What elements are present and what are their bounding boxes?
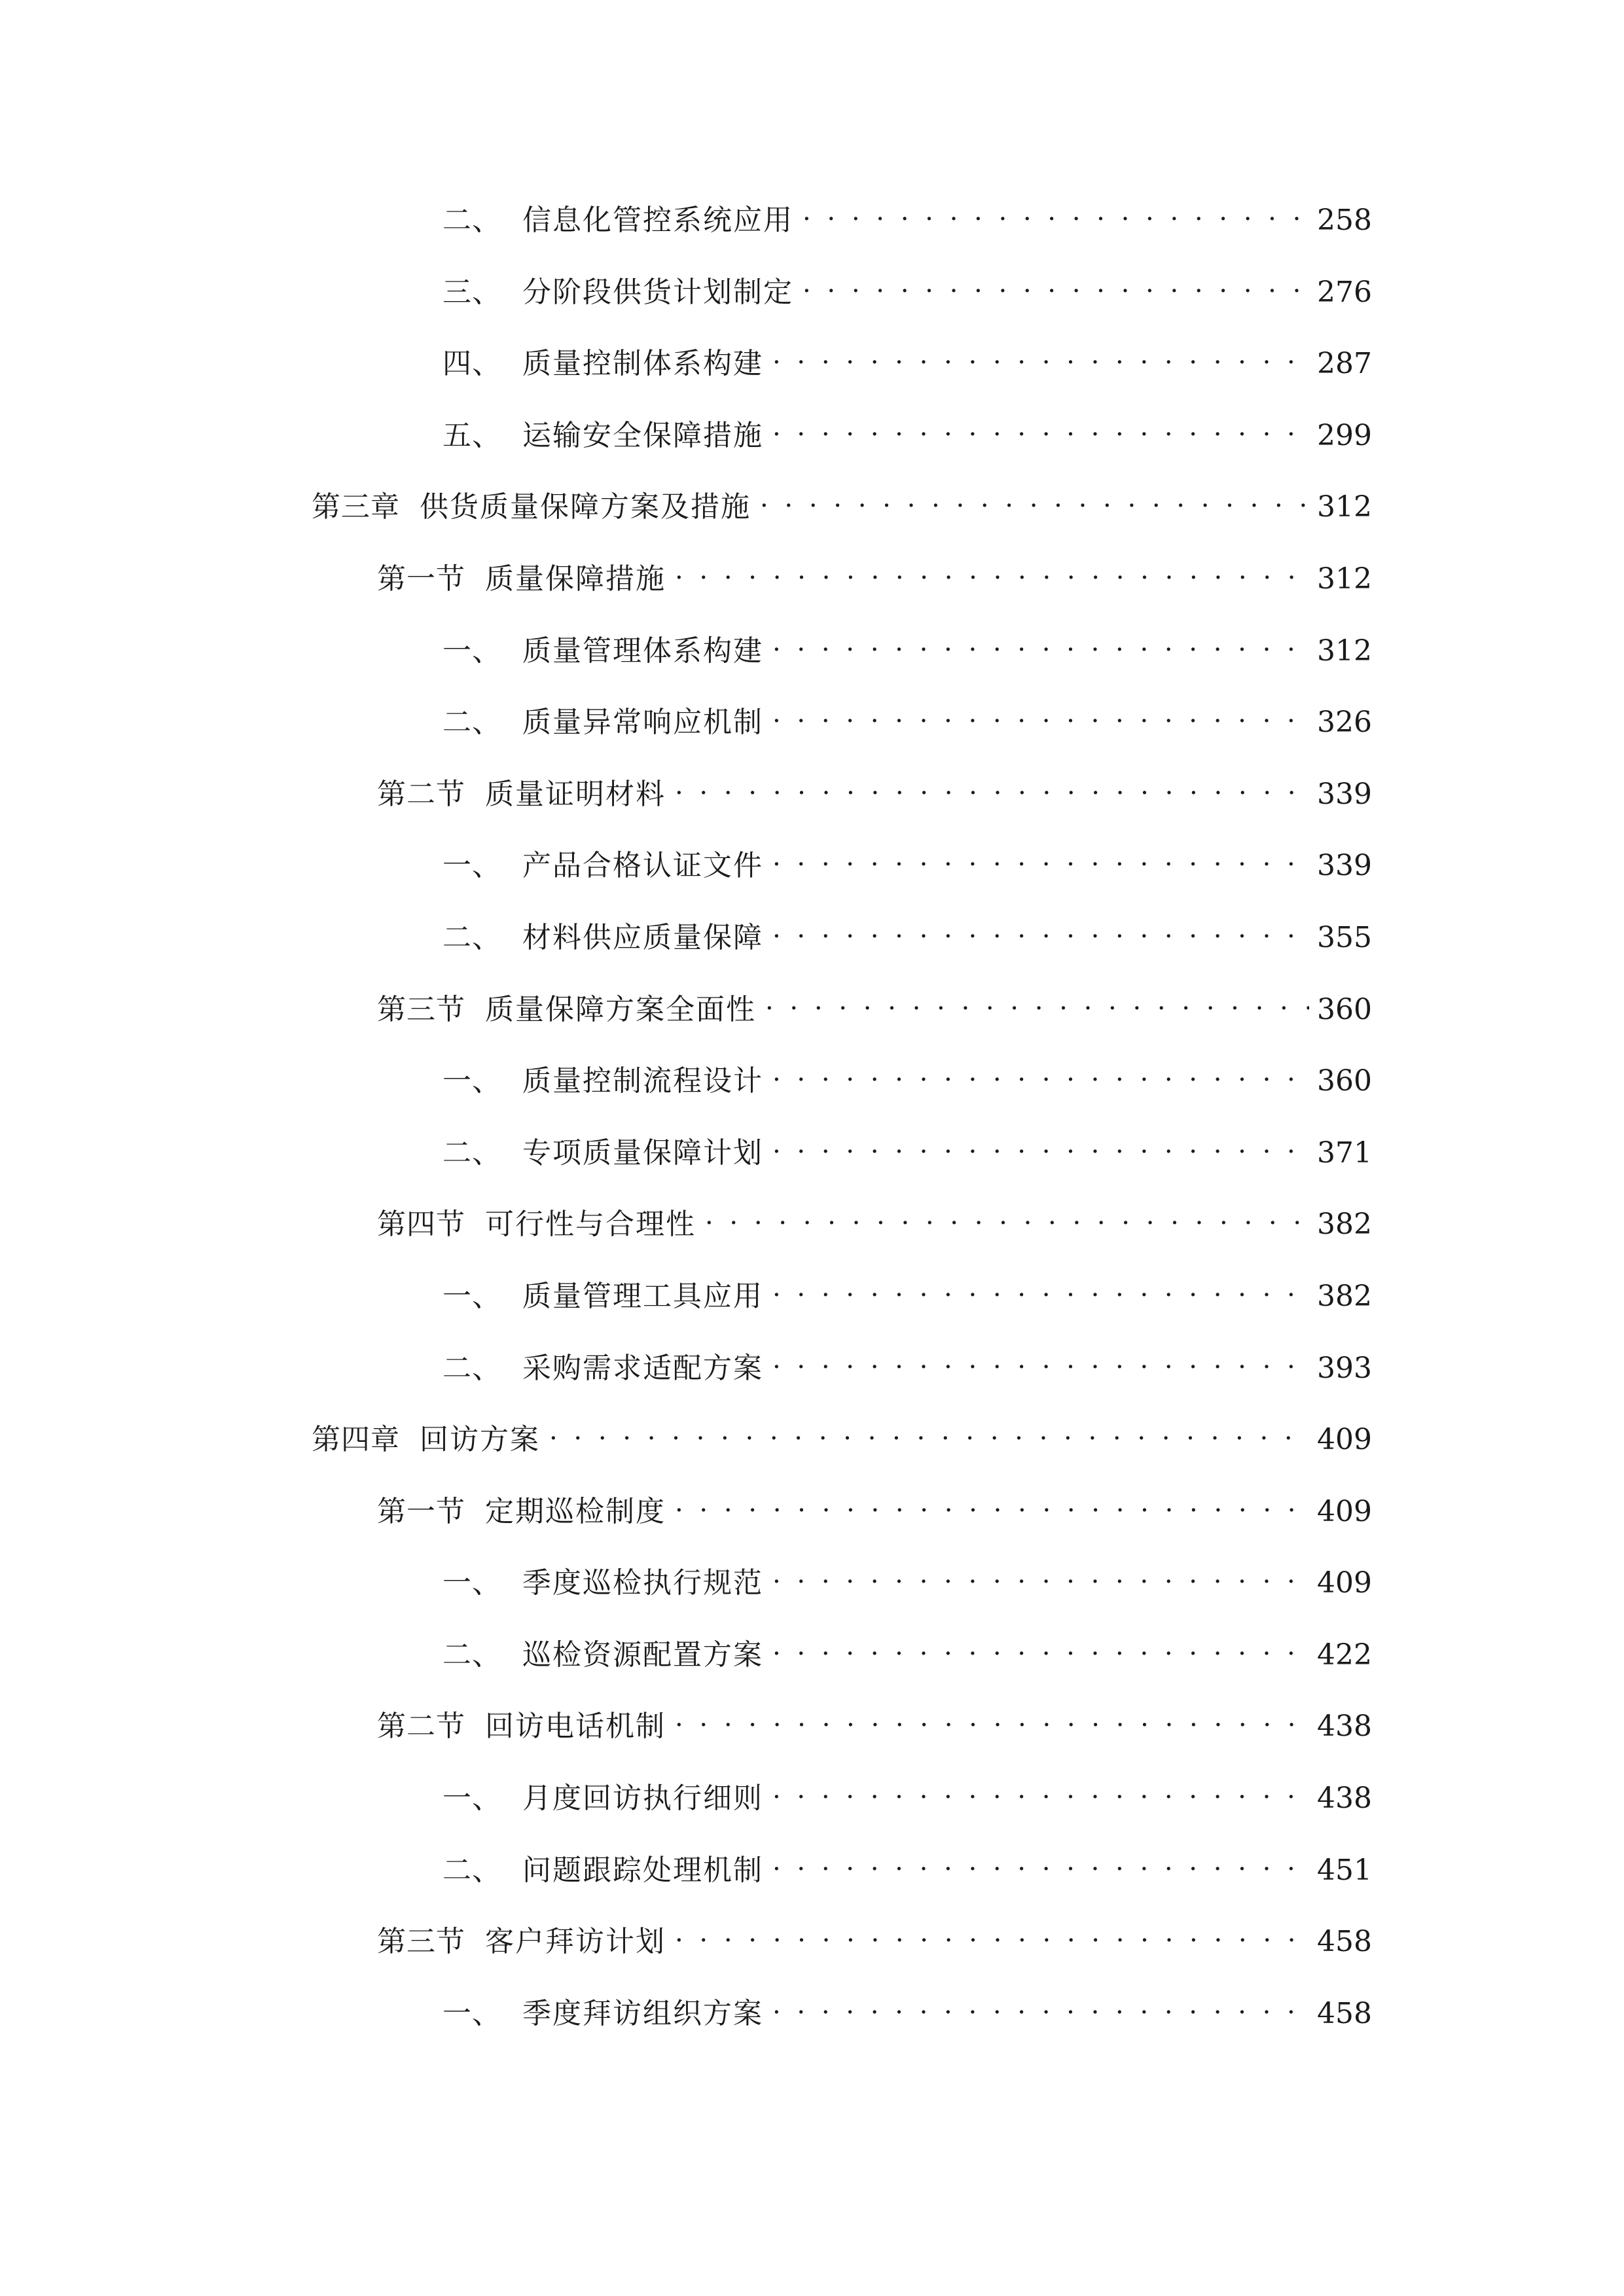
toc-entry-page-number: 299 xyxy=(1317,418,1372,452)
dot-leader xyxy=(803,193,1309,230)
toc-entry-page-number: 312 xyxy=(1317,562,1372,596)
toc-entry-number: 二、 xyxy=(442,706,501,740)
toc-entry-page-number: 438 xyxy=(1317,1710,1372,1744)
toc-entry-title: 季度巡检执行规范 xyxy=(522,1566,763,1600)
toc-entry-line xyxy=(442,1556,1372,1602)
toc-entry[interactable] xyxy=(0,1475,1624,1547)
toc-entry[interactable] xyxy=(0,1619,1624,1691)
toc-entry-page-number: 409 xyxy=(1317,1423,1372,1457)
toc-entry-line xyxy=(442,910,1372,956)
toc-entry-title: 材料供应质量保障 xyxy=(522,920,763,954)
dot-leader xyxy=(549,1412,1309,1449)
toc-entry-page-number: 393 xyxy=(1317,1351,1372,1385)
toc-entry-page-number: 382 xyxy=(1317,1279,1372,1313)
toc-entry-page-number: 360 xyxy=(1317,1064,1372,1098)
toc-entry[interactable] xyxy=(0,399,1624,471)
toc-entry-page-number: 422 xyxy=(1317,1638,1372,1672)
toc-entry[interactable] xyxy=(0,1117,1624,1189)
toc-entry-line xyxy=(442,695,1372,741)
toc-entry-title: 采购需求适配方案 xyxy=(522,1351,763,1385)
toc-entry-title: 运输安全保障措施 xyxy=(522,418,763,452)
toc-entry-line xyxy=(442,265,1372,311)
toc-entry-number: 一、 xyxy=(442,1782,501,1816)
dot-leader xyxy=(772,408,1309,445)
toc-entry-number: 第一节 xyxy=(377,1494,465,1528)
toc-entry-number: 第二节 xyxy=(377,777,465,811)
toc-entry-line xyxy=(442,1269,1372,1315)
toc-entry[interactable] xyxy=(0,1690,1624,1762)
toc-entry-page-number: 458 xyxy=(1317,1996,1372,2030)
toc-entry[interactable] xyxy=(0,327,1624,399)
toc-entry-line xyxy=(377,982,1372,1028)
toc-entry-number: 一、 xyxy=(442,1279,501,1313)
toc-entry-line xyxy=(442,624,1372,670)
toc-entry-title: 质量管理体系构建 xyxy=(522,634,763,668)
toc-entry-number: 一、 xyxy=(442,849,501,883)
toc-entry-number: 四、 xyxy=(442,347,501,381)
dot-leader xyxy=(675,1914,1309,1951)
toc-entry-line xyxy=(442,193,1372,239)
toc-entry-page-number: 258 xyxy=(1317,204,1372,237)
toc-entry[interactable] xyxy=(0,1977,1624,2049)
toc-entry[interactable] xyxy=(0,1403,1624,1475)
dot-leader xyxy=(772,695,1309,732)
dot-leader xyxy=(772,1628,1309,1664)
dot-leader xyxy=(772,910,1309,947)
toc-entry[interactable] xyxy=(0,829,1624,901)
toc-entry-page-number: 339 xyxy=(1317,777,1372,811)
toc-entry[interactable] xyxy=(0,1332,1624,1404)
toc-entry-title: 信息化管控系统应用 xyxy=(522,204,793,237)
toc-entry[interactable] xyxy=(0,973,1624,1045)
toc-entry-page-number: 312 xyxy=(1317,490,1372,524)
dot-leader xyxy=(772,1341,1309,1378)
toc-entry-line xyxy=(377,1914,1372,1960)
toc-entry-page-number: 326 xyxy=(1317,706,1372,740)
toc-entry-number: 二、 xyxy=(442,1136,501,1170)
toc-entry-page-number: 360 xyxy=(1317,992,1372,1026)
toc-entry-line xyxy=(442,1771,1372,1817)
toc-entry-line xyxy=(312,1412,1372,1458)
dot-leader xyxy=(772,1843,1309,1880)
toc-entry-page-number: 458 xyxy=(1317,1925,1372,1959)
toc-entry-line xyxy=(442,1628,1372,1674)
toc-entry-number: 二、 xyxy=(442,204,501,237)
toc-entry-page-number: 355 xyxy=(1317,920,1372,954)
toc-entry-line xyxy=(442,1843,1372,1889)
toc-entry-number: 一、 xyxy=(442,1566,501,1600)
toc-entry-title: 分阶段供货计划制定 xyxy=(522,275,793,309)
toc-entry-page-number: 382 xyxy=(1317,1208,1372,1242)
toc-entry-line xyxy=(377,767,1372,813)
toc-entry-number: 二、 xyxy=(442,1638,501,1672)
toc-entry-title: 供货质量保障方案及措施 xyxy=(420,490,751,524)
toc-entry-title: 质量保障措施 xyxy=(485,562,666,596)
toc-entry-page-number: 312 xyxy=(1317,634,1372,668)
toc-entry-number: 一、 xyxy=(442,634,501,668)
toc-entry-title: 质量控制体系构建 xyxy=(522,347,763,381)
toc-entry[interactable] xyxy=(0,758,1624,830)
toc-entry-title: 回访电话机制 xyxy=(485,1710,666,1744)
toc-entry[interactable] xyxy=(0,1834,1624,1906)
toc-entry-page-number: 371 xyxy=(1317,1136,1372,1170)
dot-leader xyxy=(772,336,1309,373)
toc-entry-line xyxy=(442,1986,1372,2032)
toc-entry-title: 回访方案 xyxy=(420,1423,540,1457)
toc-entry-number: 第四章 xyxy=(312,1423,400,1457)
toc-entry-page-number: 438 xyxy=(1317,1782,1372,1816)
dot-leader xyxy=(772,624,1309,660)
toc-entry-page-number: 451 xyxy=(1317,1853,1372,1887)
dot-leader xyxy=(675,552,1309,588)
toc-entry-title: 质量异常响应机制 xyxy=(522,706,763,740)
toc-entry-page-number: 287 xyxy=(1317,347,1372,381)
toc-entry[interactable] xyxy=(0,256,1624,328)
toc-entry-title: 质量证明材料 xyxy=(485,777,666,811)
dot-leader xyxy=(675,1699,1309,1736)
toc-entry-title: 质量管理工具应用 xyxy=(522,1279,763,1313)
toc-entry-title: 产品合格认证文件 xyxy=(522,849,763,883)
dot-leader xyxy=(760,480,1309,516)
toc-entry-title: 专项质量保障计划 xyxy=(522,1136,763,1170)
toc-entry-page-number: 409 xyxy=(1317,1566,1372,1600)
dot-leader xyxy=(803,265,1309,302)
toc-entry-page-number: 276 xyxy=(1317,275,1372,309)
dot-leader xyxy=(772,1556,1309,1592)
toc-entry[interactable] xyxy=(0,901,1624,973)
toc-entry-number: 第二节 xyxy=(377,1710,465,1744)
toc-entry-title: 月度回访执行细则 xyxy=(522,1782,763,1816)
toc-entry-title: 质量保障方案全面性 xyxy=(485,992,756,1026)
toc-entry-number: 第四节 xyxy=(377,1208,465,1242)
dot-leader xyxy=(675,1484,1309,1521)
toc-entry-line xyxy=(377,1484,1372,1530)
dot-leader xyxy=(705,1197,1309,1234)
toc-entry-number: 二、 xyxy=(442,920,501,954)
dot-leader xyxy=(772,1269,1309,1306)
toc-entry-title: 可行性与合理性 xyxy=(485,1208,696,1242)
toc-entry-number: 第三章 xyxy=(312,490,400,524)
dot-leader xyxy=(772,1771,1309,1808)
toc-entry[interactable] xyxy=(0,686,1624,758)
toc-entry[interactable] xyxy=(0,615,1624,687)
toc-entry[interactable] xyxy=(0,1260,1624,1332)
toc-entry-line xyxy=(442,1054,1372,1100)
toc-entry[interactable] xyxy=(0,471,1624,543)
toc-entry[interactable] xyxy=(0,1905,1624,1977)
dot-leader xyxy=(772,1054,1309,1090)
toc-entry-page-number: 339 xyxy=(1317,849,1372,883)
table-of-contents xyxy=(0,184,1624,2049)
toc-entry-line xyxy=(442,1126,1372,1172)
toc-entry-line xyxy=(312,480,1372,526)
toc-entry-title: 季度拜访组织方案 xyxy=(522,1996,763,2030)
toc-entry-line xyxy=(442,336,1372,382)
dot-leader xyxy=(772,1986,1309,2023)
toc-entry-line xyxy=(442,838,1372,884)
toc-entry-title: 客户拜访计划 xyxy=(485,1925,666,1959)
toc-entry-number: 一、 xyxy=(442,1996,501,2030)
toc-entry-title: 巡检资源配置方案 xyxy=(522,1638,763,1672)
toc-entry-number: 三、 xyxy=(442,275,501,309)
toc-entry-title: 质量控制流程设计 xyxy=(522,1064,763,1098)
toc-entry-title: 定期巡检制度 xyxy=(485,1494,666,1528)
toc-entry-line xyxy=(377,1197,1372,1243)
toc-entry-page-number: 409 xyxy=(1317,1494,1372,1528)
toc-entry[interactable] xyxy=(0,543,1624,615)
toc-entry-line xyxy=(377,552,1372,598)
toc-entry-line xyxy=(377,1699,1372,1745)
toc-entry-number: 第三节 xyxy=(377,1925,465,1959)
toc-entry-number: 二、 xyxy=(442,1853,501,1887)
toc-entry-title: 问题跟踪处理机制 xyxy=(522,1853,763,1887)
toc-entry-line xyxy=(442,408,1372,454)
toc-entry[interactable] xyxy=(0,1547,1624,1619)
toc-entry-number: 第三节 xyxy=(377,992,465,1026)
toc-entry-number: 一、 xyxy=(442,1064,501,1098)
toc-entry[interactable] xyxy=(0,1188,1624,1260)
toc-entry-line xyxy=(442,1341,1372,1387)
dot-leader xyxy=(765,982,1309,1019)
toc-entry-number: 二、 xyxy=(442,1351,501,1385)
toc-entry[interactable] xyxy=(0,1045,1624,1117)
dot-leader xyxy=(772,838,1309,875)
toc-entry[interactable] xyxy=(0,184,1624,256)
dot-leader xyxy=(675,767,1309,804)
dot-leader xyxy=(772,1126,1309,1162)
toc-entry-number: 五、 xyxy=(442,418,501,452)
toc-entry[interactable] xyxy=(0,1762,1624,1834)
toc-entry-number: 第一节 xyxy=(377,562,465,596)
